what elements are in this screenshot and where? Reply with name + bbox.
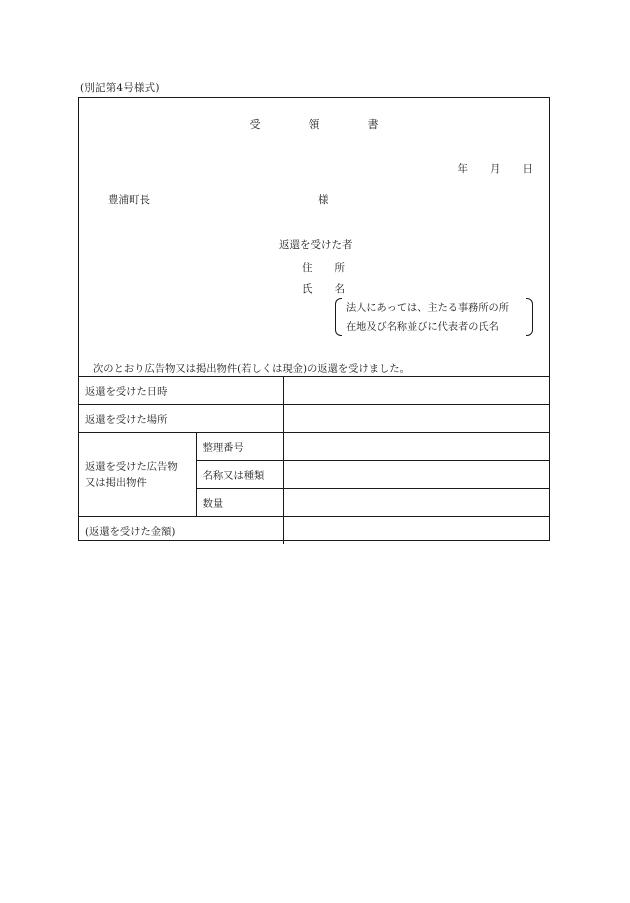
label-number: 整理番号 bbox=[196, 433, 283, 461]
title-char-2: 領 bbox=[308, 118, 320, 131]
statement: 次のとおり広告物又は掲出物件(若しくは現金)の返還を受けました。 bbox=[93, 363, 410, 375]
honorific: 様 bbox=[318, 194, 329, 206]
label-datetime: 返還を受けた日時 bbox=[79, 377, 284, 405]
label-items-line-2: 又は掲出物件 bbox=[85, 476, 147, 489]
label-place: 返還を受けた場所 bbox=[79, 405, 284, 433]
recipient-heading: 返還を受けた者 bbox=[279, 239, 353, 251]
value-amount[interactable] bbox=[284, 517, 550, 545]
addressee: 豊浦町長 bbox=[108, 194, 150, 206]
receipt-form bbox=[78, 97, 550, 541]
document-title bbox=[79, 116, 549, 132]
address-char-2: 所 bbox=[334, 262, 345, 274]
note-line-2: 在地及び名称並びに代表者の氏名 bbox=[346, 322, 499, 333]
label-quantity: 数量 bbox=[196, 489, 283, 517]
note-line-1: 法人にあっては、主たる事務所の所 bbox=[346, 303, 509, 314]
label-items-line-1: 返還を受けた広告物 bbox=[85, 460, 178, 473]
value-quantity[interactable] bbox=[284, 489, 550, 517]
value-name-type[interactable] bbox=[284, 461, 550, 489]
address-char-1: 住 bbox=[302, 262, 313, 274]
title-char-1: 受 bbox=[249, 118, 261, 131]
label-amount: (返還を受けた金額) bbox=[79, 517, 284, 545]
recipient-address-label bbox=[302, 260, 345, 275]
date-year: 年 bbox=[457, 163, 468, 175]
date-day: 日 bbox=[522, 163, 533, 175]
table-row bbox=[79, 405, 549, 433]
label-items bbox=[79, 433, 196, 517]
name-char-2: 名 bbox=[334, 283, 345, 295]
label-name-type: 名称又は種類 bbox=[196, 461, 283, 489]
table-row bbox=[79, 517, 549, 545]
table-row bbox=[79, 433, 549, 461]
title-char-3: 書 bbox=[367, 118, 379, 131]
date-line bbox=[436, 161, 534, 176]
table-row bbox=[79, 377, 549, 405]
bracket-left bbox=[335, 298, 342, 336]
bracket-right bbox=[526, 298, 533, 336]
recipient-name-label bbox=[302, 281, 345, 296]
details-table bbox=[79, 376, 549, 544]
name-char-1: 氏 bbox=[302, 283, 313, 295]
value-datetime[interactable] bbox=[284, 377, 550, 405]
value-number[interactable] bbox=[284, 433, 550, 461]
date-month: 月 bbox=[490, 163, 501, 175]
form-label: (別記第4号様式) bbox=[80, 82, 160, 94]
value-place[interactable] bbox=[284, 405, 550, 433]
corporate-note bbox=[335, 296, 533, 336]
